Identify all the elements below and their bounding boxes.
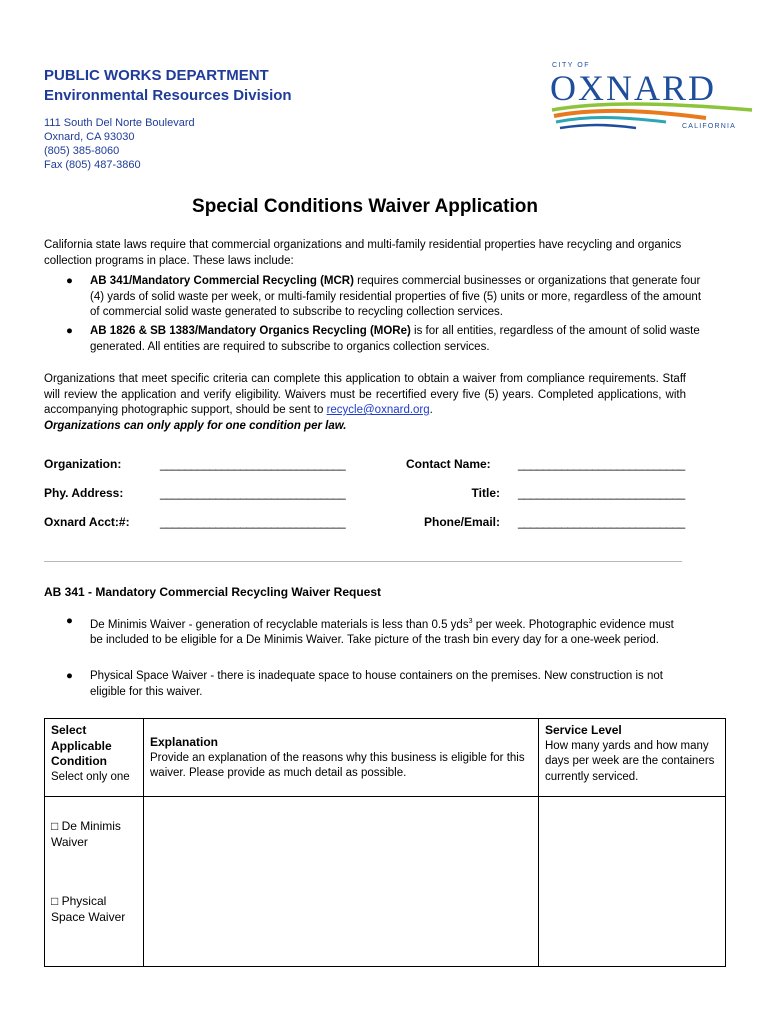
physical-space-option[interactable] xyxy=(51,894,127,925)
contact-name-field[interactable]: ___________________________ xyxy=(518,457,685,471)
de-minimis-text-cont: per week. Photographic evidence must be included to be eligible for a De Minimis Waiver. Take picture of the trash bin every day for a one-week period. xyxy=(90,618,674,647)
physical-space-text: Physical Space Waiver - there is inadequate space to house containers on the premises. New construction is not eligible for this waiver. xyxy=(90,670,663,698)
explanation-header-cell xyxy=(144,719,539,797)
fax-number: Fax (805) 487-3860 xyxy=(44,159,141,171)
division-name: Environmental Resources Division xyxy=(44,87,292,104)
law-text: requires commercial businesses or organizations that generate four (4) yards of solid waste per week, or multi-family residential properties of five (5) units or more, regardless of the amount of commercial solid waste generated to subscribe to recycling collection services. xyxy=(90,275,702,318)
checkbox-icon[interactable]: □ xyxy=(51,819,59,833)
phone-email-label: Phone/Email: xyxy=(423,515,500,529)
one-condition-note: Organizations can only apply for one condition per law. xyxy=(44,419,347,432)
contact-name-label: Contact Name: xyxy=(406,457,491,471)
period: . xyxy=(429,404,433,416)
de-minimis-label: De Minimis Waiver xyxy=(51,819,121,849)
phone-email-field[interactable]: ___________________________ xyxy=(518,515,685,529)
bullet-icon: ● xyxy=(66,325,73,337)
de-minimis-option[interactable] xyxy=(51,819,127,850)
checkbox-icon[interactable]: □ xyxy=(51,894,59,908)
logo-orange-swoosh xyxy=(554,111,706,118)
logo-state: CALIFORNIA xyxy=(682,123,737,130)
organization-field[interactable]: ______________________________ xyxy=(160,457,346,471)
service-level-input-cell[interactable] xyxy=(539,797,726,967)
address-label: Phy. Address: xyxy=(44,486,124,500)
title-label: Title: xyxy=(471,486,500,500)
condition-header: Select Applicable Condition xyxy=(51,723,112,768)
law-item-ab1826 xyxy=(66,324,706,355)
service-level-header: Service Level xyxy=(545,723,622,737)
law-text: is for all entities, regardless of the amount of solid waste generated. All entities are required to subscribe to organics collection services. xyxy=(90,325,700,353)
explanation-header: Explanation xyxy=(150,735,219,749)
address-field[interactable]: ______________________________ xyxy=(160,486,346,500)
service-level-header-cell xyxy=(539,719,726,797)
oxnard-logo xyxy=(546,58,756,138)
phone-number: (805) 385-8060 xyxy=(44,145,120,157)
law-title: AB 1826 & SB 1383/Mandatory Organics Recycling (MORe) xyxy=(90,325,411,337)
page-title: Special Conditions Waiver Application xyxy=(192,196,538,217)
condition-subheader: Select only one xyxy=(51,770,130,783)
table-header-row xyxy=(45,719,726,797)
law-item-ab341 xyxy=(66,274,706,321)
section-title: AB 341 - Mandatory Commercial Recycling Waiver Request xyxy=(44,585,381,599)
logo-city-of: CITY OF xyxy=(552,62,590,69)
logo-wordmark: OXNARD xyxy=(550,68,717,108)
bullet-icon: ● xyxy=(66,615,73,627)
law-title: AB 341/Mandatory Commercial Recycling (MCR) xyxy=(90,275,354,287)
table-row xyxy=(45,797,726,967)
instructions-text: Organizations that meet specific criteria can complete this application to obtain a waiver from compliance requirements. Staff will review the application and verify eligibility. Waivers must be recertified every five (5) years. Completed applications, with accompanying photographic support, should be sent to xyxy=(44,373,686,416)
city-address: Oxnard, CA 93030 xyxy=(44,131,135,143)
waiver-table xyxy=(44,718,726,967)
street-address: 111 South Del Norte Boulevard xyxy=(44,117,195,129)
condition-header-cell xyxy=(45,719,144,797)
physical-space-description xyxy=(66,669,686,700)
bullet-icon: ● xyxy=(66,670,73,682)
de-minimis-description xyxy=(66,614,686,649)
divider xyxy=(44,561,682,562)
department-header xyxy=(44,66,292,106)
instructions-paragraph xyxy=(44,372,686,434)
account-field[interactable]: ______________________________ xyxy=(160,515,346,529)
logo-blue-swoosh xyxy=(560,125,636,128)
intro-paragraph: California state laws require that commercial organizations and multi-family residential properties have recycling and organics collection programs in place. These laws include: xyxy=(44,239,682,267)
address-block xyxy=(44,116,195,172)
logo-teal-swoosh xyxy=(556,118,666,123)
condition-options-cell xyxy=(45,797,144,967)
department-name: PUBLIC WORKS DEPARTMENT xyxy=(44,67,269,84)
superscript: 3 xyxy=(468,618,473,625)
explanation-input-cell[interactable] xyxy=(144,797,539,967)
email-link[interactable]: recycle@oxnard.org xyxy=(326,404,430,416)
title-field[interactable]: ___________________________ xyxy=(518,486,685,500)
de-minimis-text: De Minimis Waiver - generation of recyclable materials is less than 0.5 yds xyxy=(90,618,469,631)
account-label: Oxnard Acct:#: xyxy=(44,515,130,529)
service-level-subheader: How many yards and how many days per week are the containers currently serviced. xyxy=(545,739,715,783)
organization-label: Organization: xyxy=(44,457,122,471)
physical-space-label: Physical Space Waiver xyxy=(51,894,126,924)
bullet-icon: ● xyxy=(66,275,73,287)
explanation-subheader: Provide an explanation of the reasons why this business is eligible for this waiver. Please provide as much detail as possible. xyxy=(150,751,525,779)
